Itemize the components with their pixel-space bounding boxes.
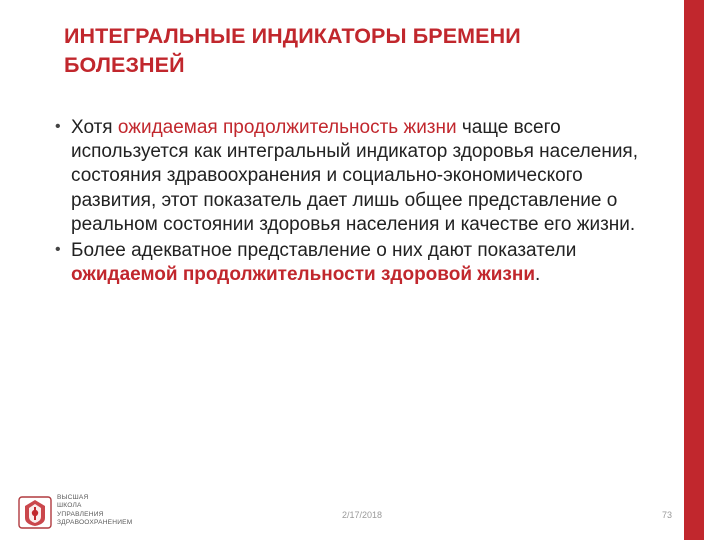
bullet-text-rest: . bbox=[535, 264, 541, 286]
bullet-highlight: ожидаемой продолжительности здоровой жизни bbox=[71, 264, 536, 286]
bullet-item bbox=[55, 239, 667, 287]
slide-date: 2/17/2018 bbox=[342, 510, 383, 520]
bullet-text-rest: чаще всего используется как интегральный индикатор здоровья населения, состояния здравоохранения и социально-экономического развития, этот показатель дает лишь общее представление о реальном состоянии здоровья населения и качестве его жизни. bbox=[71, 117, 639, 235]
title-line-1: ИНТЕГРАЛЬНЫЕ ИНДИКАТОРЫ БРЕМЕНИ bbox=[64, 24, 521, 48]
logo-text-line: ЗДРАВООХРАНЕНИЕМ bbox=[57, 518, 133, 526]
title-line-2: БОЛЕЗНЕЙ bbox=[64, 53, 185, 77]
school-logo-text bbox=[57, 494, 132, 527]
bullet-item bbox=[55, 116, 667, 237]
school-logo bbox=[17, 494, 132, 530]
logo-text-line: УПРАВЛЕНИЯ bbox=[57, 510, 104, 518]
bullet-highlight: ожидаемая продолжительность жизни bbox=[117, 117, 457, 138]
slide-page-number: 73 bbox=[662, 510, 673, 520]
school-emblem-icon bbox=[17, 494, 53, 530]
logo-text-line: ШКОЛА bbox=[57, 502, 82, 510]
bullet-marker: • bbox=[55, 241, 61, 259]
bullet-text-lead: Более адекватное представление о них дают показатели bbox=[71, 240, 577, 262]
bullet-marker: • bbox=[55, 118, 61, 135]
accent-stripe bbox=[684, 0, 704, 540]
bullet-text-lead: Хотя bbox=[71, 117, 118, 138]
logo-text-line: ВЫСШАЯ bbox=[57, 494, 89, 501]
side-accent-bar bbox=[684, 0, 720, 540]
slide-body bbox=[55, 116, 667, 289]
slide-title bbox=[64, 22, 624, 80]
